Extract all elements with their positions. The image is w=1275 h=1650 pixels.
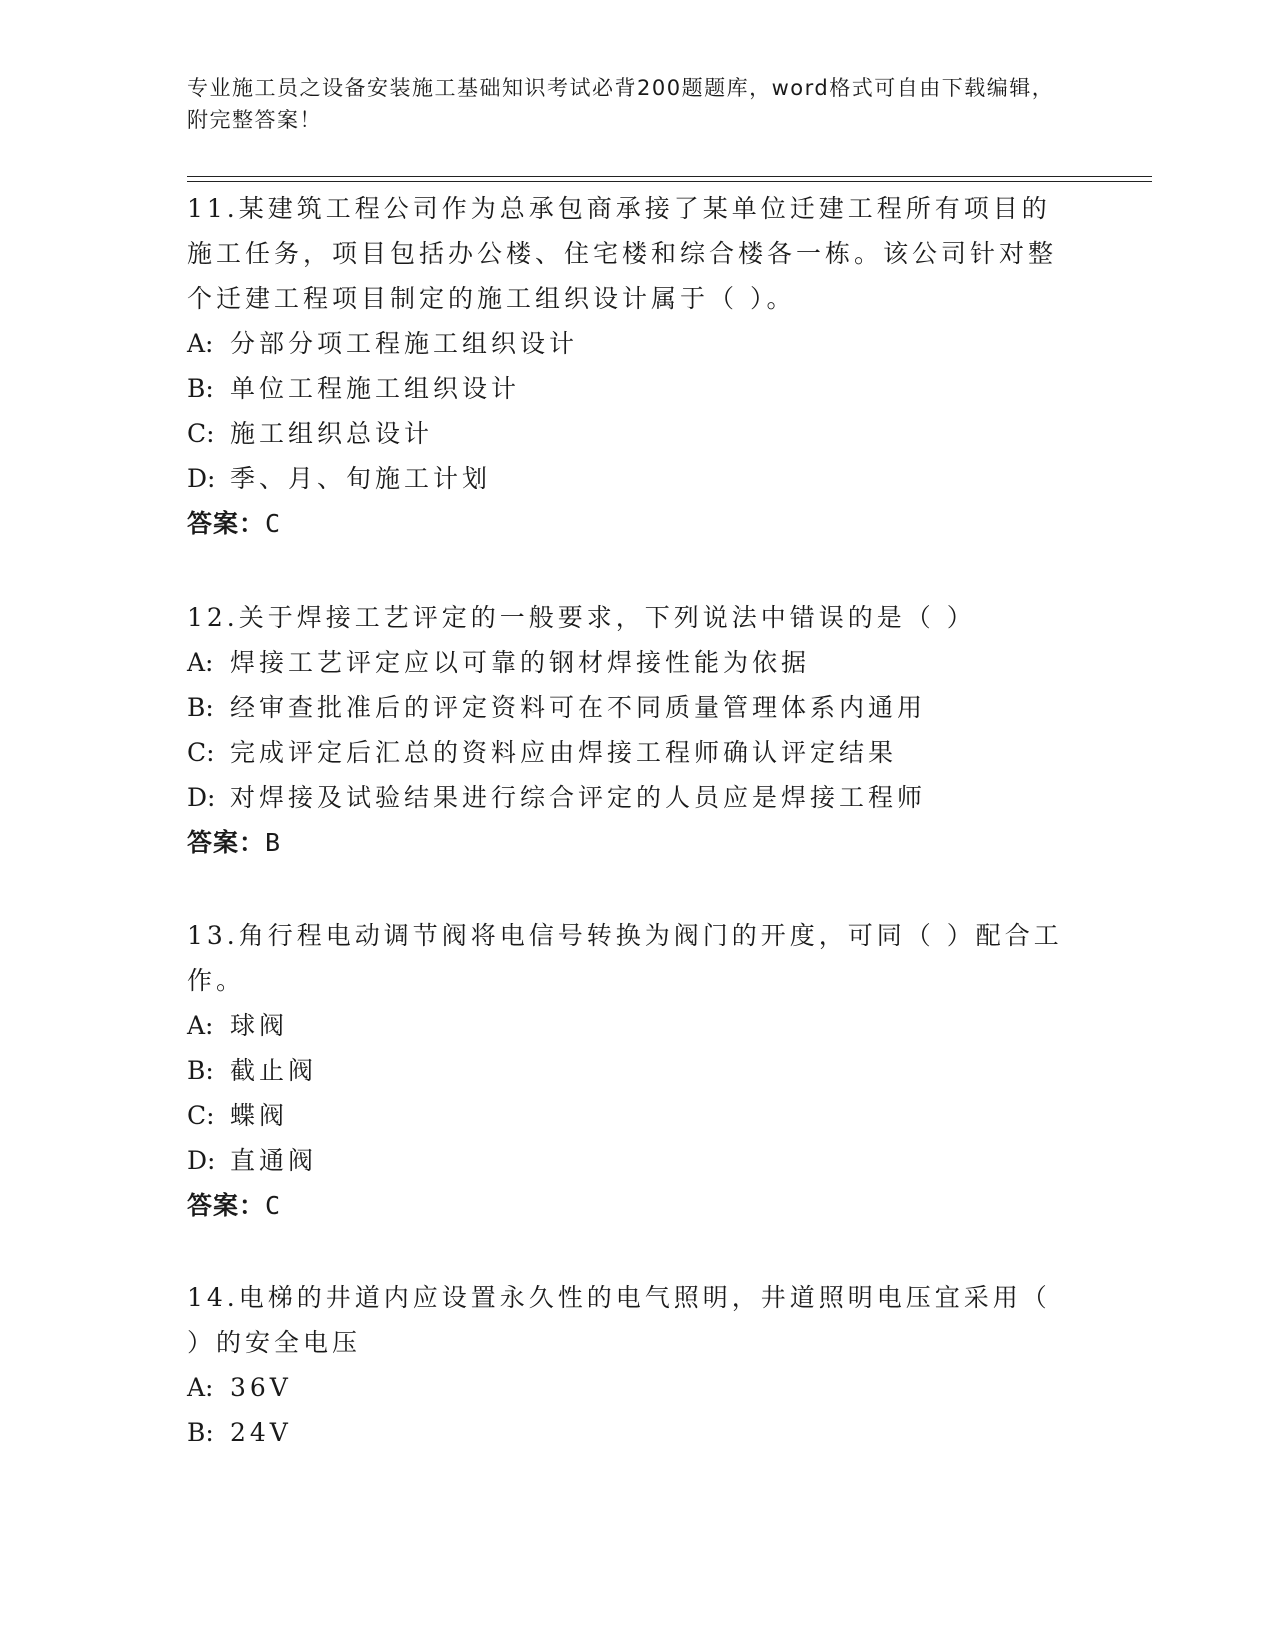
option-letter: D:	[187, 1146, 216, 1175]
option-letter: B:	[187, 693, 214, 722]
option-text: 季、月、旬施工计划	[230, 464, 492, 493]
option-letter: C:	[187, 1101, 215, 1130]
option-a	[187, 1365, 1067, 1410]
question-stem: 14.电梯的井道内应设置永久性的电气照明，井道照明电压宜采用（ ）的安全电压	[187, 1283, 1051, 1357]
answer-value: C	[265, 1191, 282, 1220]
option-text: 截止阀	[230, 1056, 318, 1085]
option-letter: A:	[187, 1011, 214, 1040]
header-divider-top	[187, 176, 1152, 177]
option-letter: A:	[187, 648, 214, 677]
option-text: 蝶阀	[230, 1101, 289, 1130]
option-b	[187, 1410, 1067, 1455]
option-b	[187, 685, 1067, 730]
option-text: 球阀	[230, 1011, 289, 1040]
option-d	[187, 775, 1067, 820]
option-b	[187, 1048, 1067, 1093]
option-letter: B:	[187, 374, 214, 403]
answer-label: 答案：	[187, 1191, 266, 1220]
question-stem: 13.角行程电动调节阀将电信号转换为阀门的开度，可同（ ）配合工作。	[187, 921, 1063, 995]
option-a	[187, 321, 1067, 366]
option-text: 施工组织总设计	[230, 419, 434, 448]
answer-value: C	[265, 509, 282, 538]
option-letter: D:	[187, 464, 216, 493]
option-c	[187, 1093, 1067, 1138]
option-text: 36V	[230, 1373, 292, 1402]
option-c	[187, 730, 1067, 775]
option-text: 经审查批准后的评定资料可在不同质量管理体系内通用	[230, 693, 927, 722]
option-text: 对焊接及试验结果进行综合评定的人员应是焊接工程师	[230, 783, 927, 812]
option-text: 单位工程施工组织设计	[230, 374, 521, 403]
answer-label: 答案：	[187, 828, 266, 857]
answer-label: 答案：	[187, 509, 266, 538]
question-13	[187, 913, 1067, 1228]
option-letter: A:	[187, 329, 214, 358]
answer-line	[187, 501, 1067, 546]
question-stem: 11.某建筑工程公司作为总承包商承接了某单位迁建工程所有项目的施工任务，项目包括办公楼、住宅楼和综合楼各一栋。该公司针对整个迁建工程项目制定的施工组织设计属于（ ）。	[187, 194, 1058, 313]
option-text: 完成评定后汇总的资料应由焊接工程师确认评定结果	[230, 738, 898, 767]
option-letter: B:	[187, 1056, 214, 1085]
option-text: 直通阀	[230, 1146, 318, 1175]
question-stem: 12.关于焊接工艺评定的一般要求，下列说法中错误的是（ ）	[187, 603, 976, 632]
option-letter: D:	[187, 783, 216, 812]
option-b	[187, 366, 1067, 411]
option-letter: C:	[187, 738, 215, 767]
option-d	[187, 1138, 1067, 1183]
option-a	[187, 640, 1067, 685]
option-letter: B:	[187, 1418, 214, 1447]
option-a	[187, 1003, 1067, 1048]
question-11	[187, 186, 1067, 546]
answer-line	[187, 820, 1067, 865]
option-letter: A:	[187, 1373, 214, 1402]
option-text: 焊接工艺评定应以可靠的钢材焊接性能为依据	[230, 648, 811, 677]
question-14	[187, 1275, 1067, 1455]
document-header: 专业施工员之设备安装施工基础知识考试必背200题题库，word格式可自由下载编辑，附完整答案！	[187, 76, 1055, 132]
question-12	[187, 595, 1067, 865]
answer-value: B	[265, 828, 282, 857]
answer-line	[187, 1183, 1067, 1228]
option-text: 24V	[230, 1418, 292, 1447]
option-text: 分部分项工程施工组织设计	[230, 329, 579, 358]
option-letter: C:	[187, 419, 215, 448]
option-d	[187, 456, 1067, 501]
header-divider-bottom	[187, 181, 1152, 182]
option-c	[187, 411, 1067, 456]
